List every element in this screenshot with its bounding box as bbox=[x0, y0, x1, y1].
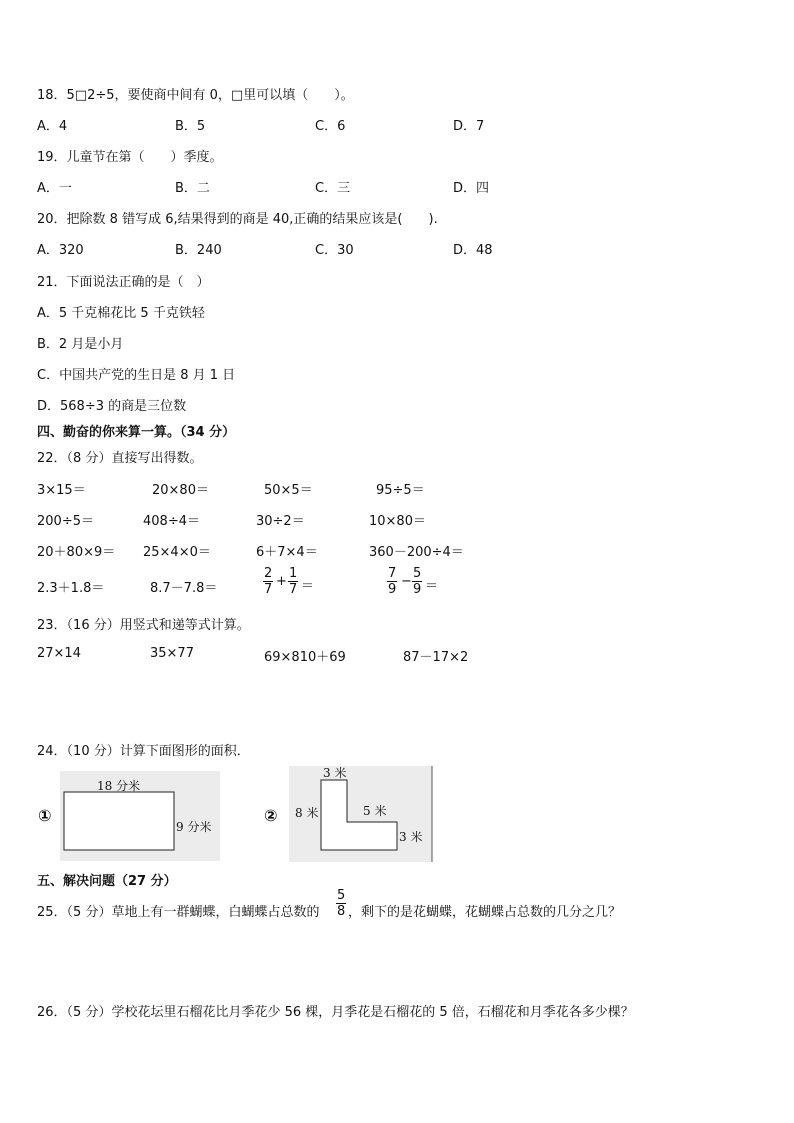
q19-option-a: A．一 bbox=[37, 181, 72, 196]
q20-option-a: A．320 bbox=[37, 243, 84, 258]
question-23-stem: 23．（16 分）用竖式和递等式计算。 bbox=[37, 618, 250, 633]
question-20-stem: 20．把除数 8 错写成 6,结果得到的商是 40,正确的结果应该是( ). bbox=[37, 212, 438, 227]
section-5-heading: 五、解决问题（27 分） bbox=[37, 874, 177, 889]
numerator: 7 bbox=[388, 566, 397, 581]
q22-r4-c2: 8.7－7.8＝ bbox=[150, 581, 218, 596]
q22-r3-c1: 20＋80×9＝ bbox=[37, 545, 116, 560]
q18-option-b: B．5 bbox=[175, 119, 206, 134]
q22-r1-c4: 95÷5＝ bbox=[376, 483, 425, 498]
q23-item-1: 27×14 bbox=[37, 646, 81, 661]
denominator: 9 bbox=[413, 582, 422, 597]
q18-option-c: C．6 bbox=[315, 119, 346, 134]
q22-r2-c4: 10×80＝ bbox=[369, 514, 426, 529]
figure-2-top-label: 3 米 bbox=[323, 766, 347, 780]
q25-text-before: 25．（5 分）草地上有一群蝴蝶，白蝴蝶占总数的 bbox=[37, 905, 320, 920]
numerator: 2 bbox=[264, 566, 273, 581]
q25-text-after: ，剩下的是花蝴蝶，花蝴蝶占总数的几分之几？ bbox=[348, 905, 622, 920]
q22-r1-c3: 50×5＝ bbox=[264, 483, 313, 498]
figure-2-marker: ② bbox=[264, 806, 278, 825]
numerator: 5 bbox=[413, 566, 422, 581]
q21-option-d: D．568÷3 的商是三位数 bbox=[37, 399, 187, 414]
q23-item-2: 35×77 bbox=[150, 646, 194, 661]
q22-r4-c1: 2.3＋1.8＝ bbox=[37, 581, 105, 596]
q22-r3-c2: 25×4×0＝ bbox=[143, 545, 211, 560]
question-26-stem: 26．（5 分）学校花坛里石榴花比月季花少 56 棵，月季花是石榴花的 5 倍，石榴花和月季花各多少棵？ bbox=[37, 1005, 634, 1020]
equals-sign: ＝ bbox=[425, 579, 439, 594]
figure-2-right-label: 3 米 bbox=[399, 830, 423, 844]
q23-item-4: 87－17×2 bbox=[403, 650, 469, 665]
q21-option-c: C．中国共产党的生日是 8 月 1 日 bbox=[37, 368, 236, 383]
q22-r1-c2: 20×80＝ bbox=[152, 483, 209, 498]
q23-item-3: 69×810＋69 bbox=[264, 650, 346, 665]
q18-option-a: A．4 bbox=[37, 119, 68, 134]
minus-sign: − bbox=[401, 574, 412, 589]
question-19-stem: 19．儿童节在第（ ）季度。 bbox=[37, 150, 223, 165]
q22-r3-c4: 360－200÷4＝ bbox=[369, 545, 464, 560]
section-4-heading: 四、勤奋的你来算一算。（34 分） bbox=[37, 425, 236, 440]
plus-sign: + bbox=[276, 574, 287, 589]
figure-1-marker: ① bbox=[38, 806, 52, 825]
question-21-stem: 21．下面说法正确的是（ ） bbox=[37, 275, 210, 290]
figure-1-right-label: 9 分米 bbox=[176, 820, 212, 834]
q20-option-b: B．240 bbox=[175, 243, 222, 258]
q19-option-c: C．三 bbox=[315, 181, 351, 196]
q18-option-d: D．7 bbox=[453, 119, 485, 134]
denominator: 8 bbox=[337, 904, 346, 919]
q19-option-d: D．四 bbox=[453, 181, 490, 196]
question-18-stem: 18．5□2÷5，要使商中间有 0，□里可以填（ ）。 bbox=[37, 88, 354, 103]
numerator: 5 bbox=[337, 888, 346, 903]
q22-r1-c1: 3×15＝ bbox=[37, 483, 86, 498]
denominator: 7 bbox=[264, 582, 273, 597]
question-24-stem: 24．（10 分）计算下面图形的面积． bbox=[37, 744, 250, 759]
q21-option-a: A．5 千克棉花比 5 千克铁轻 bbox=[37, 306, 205, 321]
q22-r2-c2: 408÷4＝ bbox=[143, 514, 200, 529]
denominator: 9 bbox=[388, 582, 397, 597]
figure-2-middle-label: 5 米 bbox=[363, 804, 387, 818]
q20-option-d: D．48 bbox=[453, 243, 493, 258]
q19-option-b: B．二 bbox=[175, 181, 210, 196]
q20-option-c: C．30 bbox=[315, 243, 354, 258]
fraction-2-7 bbox=[263, 566, 273, 597]
figure-1-top-label: 18 分米 bbox=[97, 779, 141, 793]
numerator: 1 bbox=[289, 566, 298, 581]
q21-option-b: B．2 月是小月 bbox=[37, 337, 124, 352]
equals-sign: ＝ bbox=[301, 579, 315, 594]
fraction-5-9 bbox=[412, 566, 422, 597]
fraction-1-7 bbox=[288, 566, 298, 597]
q22-r2-c3: 30÷2＝ bbox=[256, 514, 305, 529]
q22-r2-c1: 200÷5＝ bbox=[37, 514, 94, 529]
denominator: 7 bbox=[289, 582, 298, 597]
question-22-stem: 22．（8 分）直接写出得数。 bbox=[37, 451, 203, 466]
figure-2-left-label: 8 米 bbox=[295, 806, 319, 820]
fraction-7-9 bbox=[387, 566, 397, 597]
fraction-5-8 bbox=[336, 888, 346, 919]
q22-r3-c3: 6＋7×4＝ bbox=[256, 545, 318, 560]
